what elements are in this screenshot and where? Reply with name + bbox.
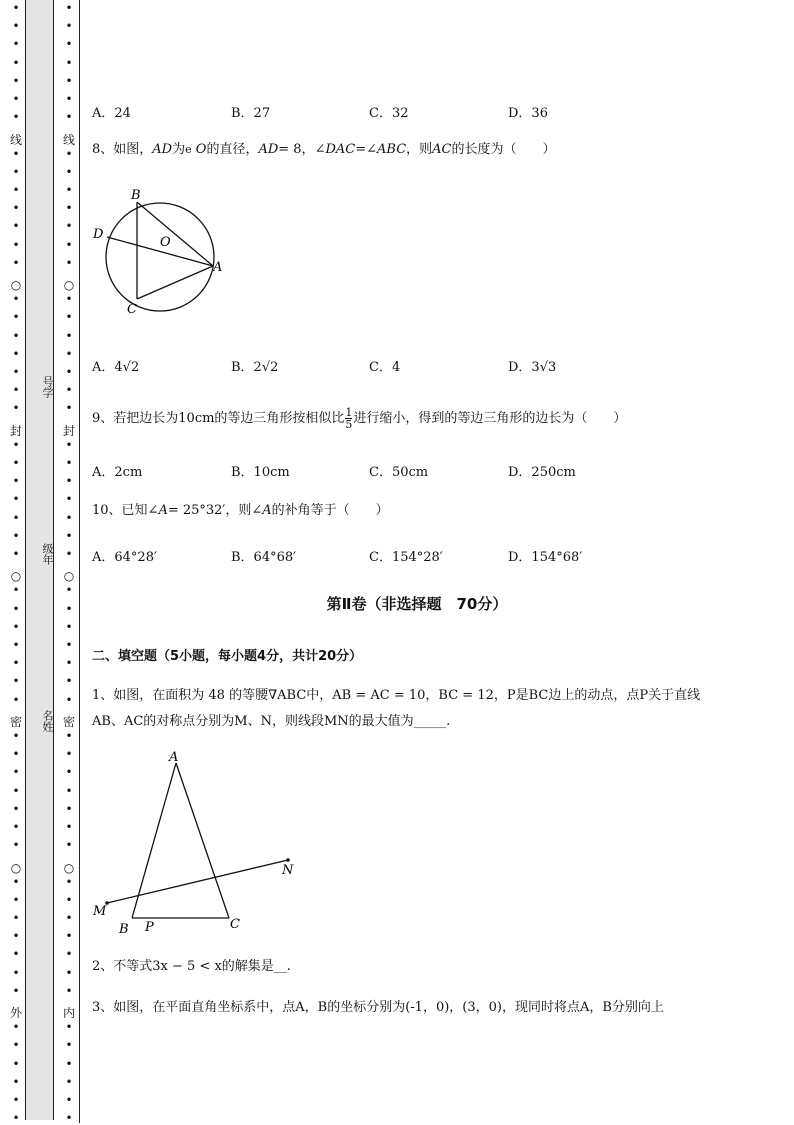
binding-dot: • bbox=[12, 201, 20, 215]
binding-dot: • bbox=[12, 656, 20, 670]
q10-text: 10、已知 bbox=[92, 503, 148, 518]
binding-dot: • bbox=[12, 1111, 20, 1125]
binding-dot: • bbox=[65, 256, 73, 270]
f3-question: 3、如图，在平面直角坐标系中，点A，B的坐标分别为(-1，0)，(3，0)，现同时将点A，B分别向上 bbox=[92, 1000, 664, 1015]
binding-dot: • bbox=[12, 110, 20, 124]
binding-dot: • bbox=[65, 875, 73, 889]
outer-mark-circle: ○ bbox=[10, 861, 22, 875]
binding-margin bbox=[0, 0, 82, 1123]
binding-dot: • bbox=[65, 729, 73, 743]
q8-options bbox=[92, 356, 782, 376]
f1-line2: AB、AC的对称点分别为M、N，则线段MN的最大值为_____. bbox=[92, 714, 451, 729]
binding-dot: • bbox=[12, 929, 20, 943]
q8-var: ∠ABC bbox=[366, 142, 407, 157]
q7-option-c: C．32 bbox=[369, 106, 409, 121]
segment-ac bbox=[176, 763, 229, 918]
q10-options bbox=[92, 546, 782, 566]
binding-dot: • bbox=[12, 238, 20, 252]
binding-dot: • bbox=[12, 511, 20, 525]
part2-title: 第Ⅱ卷（非选择题 70分） bbox=[326, 595, 508, 613]
q9-option-a: A．2cm bbox=[92, 465, 143, 480]
binding-dot: • bbox=[65, 238, 73, 252]
binding-dot: • bbox=[65, 1020, 73, 1034]
q8-text: = bbox=[355, 142, 367, 157]
point-m-label: M bbox=[93, 904, 107, 919]
q8-var: ∠DAC bbox=[314, 142, 356, 157]
binding-dot: • bbox=[65, 984, 73, 998]
binding-dot: • bbox=[65, 474, 73, 488]
outer-dot-column bbox=[10, 0, 22, 1123]
binding-dot: • bbox=[65, 1111, 73, 1125]
binding-dot: • bbox=[12, 947, 20, 961]
binding-dot: • bbox=[65, 674, 73, 688]
q8-option-c: C．4 bbox=[369, 360, 401, 375]
binding-dot: • bbox=[65, 492, 73, 506]
binding-dot: • bbox=[65, 110, 73, 124]
q7-option-d: D．36 bbox=[508, 106, 548, 121]
q7-options bbox=[92, 102, 782, 122]
q8-option-a: A．4√2 bbox=[92, 360, 140, 375]
binding-dot: • bbox=[12, 1057, 20, 1071]
q9-option-d: D．250cm bbox=[508, 465, 576, 480]
binding-dot: • bbox=[65, 638, 73, 652]
q9-option-b: B．10cm bbox=[231, 465, 290, 480]
q8-circle-symbol: e bbox=[185, 143, 192, 156]
binding-dot: • bbox=[12, 620, 20, 634]
q9-text: 9、若把边长为10cm的等边三角形按相似比 bbox=[92, 411, 345, 426]
binding-dot: • bbox=[65, 1057, 73, 1071]
binding-dot: • bbox=[65, 19, 73, 33]
circle-o bbox=[106, 203, 214, 311]
binding-dot: • bbox=[65, 583, 73, 597]
q10-text: 的补角等于（ ） bbox=[271, 503, 389, 518]
q9-question bbox=[92, 404, 762, 434]
binding-dot: • bbox=[65, 347, 73, 361]
inner-mark-nei: 内 bbox=[63, 1006, 76, 1020]
q7-option-a: A．24 bbox=[92, 106, 131, 121]
q8-text: 8、如图， bbox=[92, 142, 153, 157]
binding-line bbox=[79, 0, 80, 1123]
outer-mark-mi: 密 bbox=[10, 715, 23, 729]
inner-mark-mi: 密 bbox=[63, 715, 76, 729]
point-p-label: P bbox=[145, 920, 154, 935]
inner-mark-circle: ○ bbox=[63, 569, 75, 583]
binding-dot: • bbox=[65, 620, 73, 634]
binding-dot: • bbox=[12, 183, 20, 197]
binding-dot: • bbox=[65, 656, 73, 670]
q9-text: 进行缩小，得到的等边三角形的边长为（ ） bbox=[353, 411, 627, 426]
binding-dot: • bbox=[12, 329, 20, 343]
binding-dot: • bbox=[12, 74, 20, 88]
point-c-label: C bbox=[127, 302, 137, 317]
exam-content bbox=[92, 0, 782, 1123]
binding-dot: • bbox=[12, 165, 20, 179]
binding-dot: • bbox=[12, 310, 20, 324]
binding-dot: • bbox=[12, 1, 20, 15]
binding-dot: • bbox=[65, 147, 73, 161]
q9-fraction bbox=[345, 407, 352, 430]
q10-option-c: C．154°28′ bbox=[369, 550, 443, 565]
binding-dot: • bbox=[12, 820, 20, 834]
outer-mark-feng: 封 bbox=[10, 424, 23, 438]
q10-option-b: B．64°68′ bbox=[231, 550, 297, 565]
label-student-number: 号学 bbox=[41, 376, 54, 398]
q10-question bbox=[92, 500, 762, 522]
binding-dot: • bbox=[12, 1093, 20, 1107]
binding-dot: • bbox=[65, 37, 73, 51]
binding-dot: • bbox=[12, 56, 20, 70]
binding-dot: • bbox=[12, 838, 20, 852]
binding-dot: • bbox=[12, 1075, 20, 1089]
binding-dot: • bbox=[65, 1093, 73, 1107]
inner-mark-circle: ○ bbox=[63, 278, 75, 292]
binding-dot: • bbox=[65, 365, 73, 379]
binding-dot: • bbox=[65, 292, 73, 306]
binding-dot: • bbox=[65, 219, 73, 233]
q7-option-b: B．27 bbox=[231, 106, 271, 121]
label-name: 名姓 bbox=[41, 710, 54, 732]
binding-dot: • bbox=[65, 602, 73, 616]
binding-dot: • bbox=[12, 37, 20, 51]
binding-dot: • bbox=[12, 747, 20, 761]
inner-mark-circle: ○ bbox=[63, 861, 75, 875]
segment-ca bbox=[137, 266, 213, 299]
q8-circle-figure bbox=[92, 182, 232, 322]
inner-dot-column bbox=[63, 0, 75, 1123]
binding-dot: • bbox=[65, 456, 73, 470]
point-c-label: C bbox=[230, 917, 240, 932]
point-a-label: A bbox=[213, 260, 223, 275]
binding-dot: • bbox=[12, 1020, 20, 1034]
f2-question: 2、不等式3x − 5 < x的解集是__. bbox=[92, 959, 291, 974]
binding-dot: • bbox=[65, 401, 73, 415]
q10-option-a: A．64°28′ bbox=[92, 550, 157, 565]
binding-dot: • bbox=[12, 256, 20, 270]
segment-ab bbox=[132, 763, 176, 918]
outer-mark-circle: ○ bbox=[10, 569, 22, 583]
binding-dot: • bbox=[65, 165, 73, 179]
binding-dot: • bbox=[12, 802, 20, 816]
q8-text: = 8， bbox=[278, 142, 315, 157]
binding-dot: • bbox=[12, 492, 20, 506]
q8-option-b: B．2√2 bbox=[231, 360, 279, 375]
q8-text: 的长度为（ ） bbox=[451, 142, 556, 157]
binding-dot: • bbox=[65, 1038, 73, 1052]
binding-dot: • bbox=[65, 201, 73, 215]
binding-dot: • bbox=[65, 74, 73, 88]
binding-dot: • bbox=[65, 784, 73, 798]
binding-dot: • bbox=[12, 1038, 20, 1052]
q9-numerator: 1 bbox=[345, 406, 353, 419]
binding-dot: • bbox=[65, 56, 73, 70]
binding-dot: • bbox=[65, 765, 73, 779]
binding-dot: • bbox=[12, 729, 20, 743]
binding-dot: • bbox=[65, 838, 73, 852]
q8-var: AD bbox=[258, 142, 279, 157]
binding-dot: • bbox=[65, 183, 73, 197]
point-b-label: B bbox=[119, 922, 129, 937]
point-a-label: A bbox=[169, 750, 179, 765]
binding-dot: • bbox=[12, 19, 20, 33]
q9-denominator: 5 bbox=[345, 418, 353, 431]
q8-text: 的直径， bbox=[206, 142, 259, 157]
binding-dot: • bbox=[65, 383, 73, 397]
binding-dot: • bbox=[65, 693, 73, 707]
binding-dot: • bbox=[12, 875, 20, 889]
segment-mn bbox=[107, 860, 288, 903]
f1-line1: 1、如图，在面积为 48 的等腰∇ABC中，AB = AC = 10，BC = 12，P是BC边上的动点，点P关于直线 bbox=[92, 688, 701, 703]
binding-dot: • bbox=[12, 911, 20, 925]
binding-dot: • bbox=[65, 911, 73, 925]
binding-dot: • bbox=[12, 383, 20, 397]
binding-dot: • bbox=[12, 765, 20, 779]
binding-dot: • bbox=[12, 966, 20, 980]
binding-dot: • bbox=[12, 893, 20, 907]
binding-dot: • bbox=[12, 401, 20, 415]
q9-option-c: C．50cm bbox=[369, 465, 429, 480]
binding-dot: • bbox=[12, 474, 20, 488]
binding-dot: • bbox=[65, 1, 73, 15]
binding-dot: • bbox=[12, 674, 20, 688]
binding-dot: • bbox=[12, 219, 20, 233]
binding-dot: • bbox=[12, 638, 20, 652]
binding-dot: • bbox=[12, 583, 20, 597]
binding-dot: • bbox=[12, 365, 20, 379]
binding-dot: • bbox=[65, 802, 73, 816]
q10-option-d: D．154°68′ bbox=[508, 550, 583, 565]
f1-triangle-figure bbox=[92, 748, 307, 938]
binding-dot: • bbox=[12, 984, 20, 998]
inner-mark-xian: 线 bbox=[63, 133, 76, 147]
point-o-label: O bbox=[160, 235, 171, 250]
q8-var: AD bbox=[152, 142, 173, 157]
binding-dot: • bbox=[65, 329, 73, 343]
binding-dot: • bbox=[65, 438, 73, 452]
q8-option-d: D．3√3 bbox=[508, 360, 557, 375]
binding-dot: • bbox=[12, 784, 20, 798]
section2-title: 二、填空题（5小题，每小题4分，共计20分） bbox=[92, 649, 363, 664]
binding-dot: • bbox=[12, 547, 20, 561]
binding-dot: • bbox=[12, 438, 20, 452]
binding-dot: • bbox=[65, 529, 73, 543]
binding-dot: • bbox=[65, 1075, 73, 1089]
q8-question bbox=[92, 139, 762, 161]
outer-mark-wai: 外 bbox=[10, 1006, 23, 1020]
binding-dot: • bbox=[12, 292, 20, 306]
binding-dot: • bbox=[65, 310, 73, 324]
binding-dot: • bbox=[12, 147, 20, 161]
binding-dot: • bbox=[12, 693, 20, 707]
binding-dot: • bbox=[12, 347, 20, 361]
point-n bbox=[286, 858, 290, 862]
q10-var: ∠A bbox=[251, 503, 272, 518]
q8-text: 为 bbox=[172, 142, 186, 157]
q8-var: AC bbox=[432, 142, 452, 157]
binding-dot: • bbox=[65, 893, 73, 907]
binding-dot: • bbox=[65, 511, 73, 525]
binding-dot: • bbox=[65, 820, 73, 834]
inner-mark-feng: 封 bbox=[63, 424, 76, 438]
point-d-label: D bbox=[93, 227, 104, 242]
binding-dot: • bbox=[65, 947, 73, 961]
label-grade: 级年 bbox=[41, 543, 54, 565]
q8-var: O bbox=[195, 142, 207, 157]
binding-dot: • bbox=[65, 547, 73, 561]
q8-text: ，则 bbox=[406, 142, 433, 157]
binding-dot: • bbox=[65, 747, 73, 761]
binding-dot: • bbox=[12, 602, 20, 616]
outer-mark-circle: ○ bbox=[10, 278, 22, 292]
q10-var: ∠A bbox=[147, 503, 168, 518]
point-b-label: B bbox=[131, 188, 141, 203]
q9-options bbox=[92, 461, 782, 481]
binding-dot: • bbox=[12, 456, 20, 470]
binding-dot: • bbox=[12, 92, 20, 106]
binding-dot: • bbox=[65, 929, 73, 943]
q10-text: = 25°32′，则 bbox=[167, 503, 252, 518]
binding-dot: • bbox=[65, 966, 73, 980]
binding-dot: • bbox=[65, 92, 73, 106]
point-n-label: N bbox=[282, 863, 294, 878]
binding-dot: • bbox=[12, 529, 20, 543]
segment-ba bbox=[137, 202, 213, 266]
outer-mark-xian: 线 bbox=[10, 133, 23, 147]
